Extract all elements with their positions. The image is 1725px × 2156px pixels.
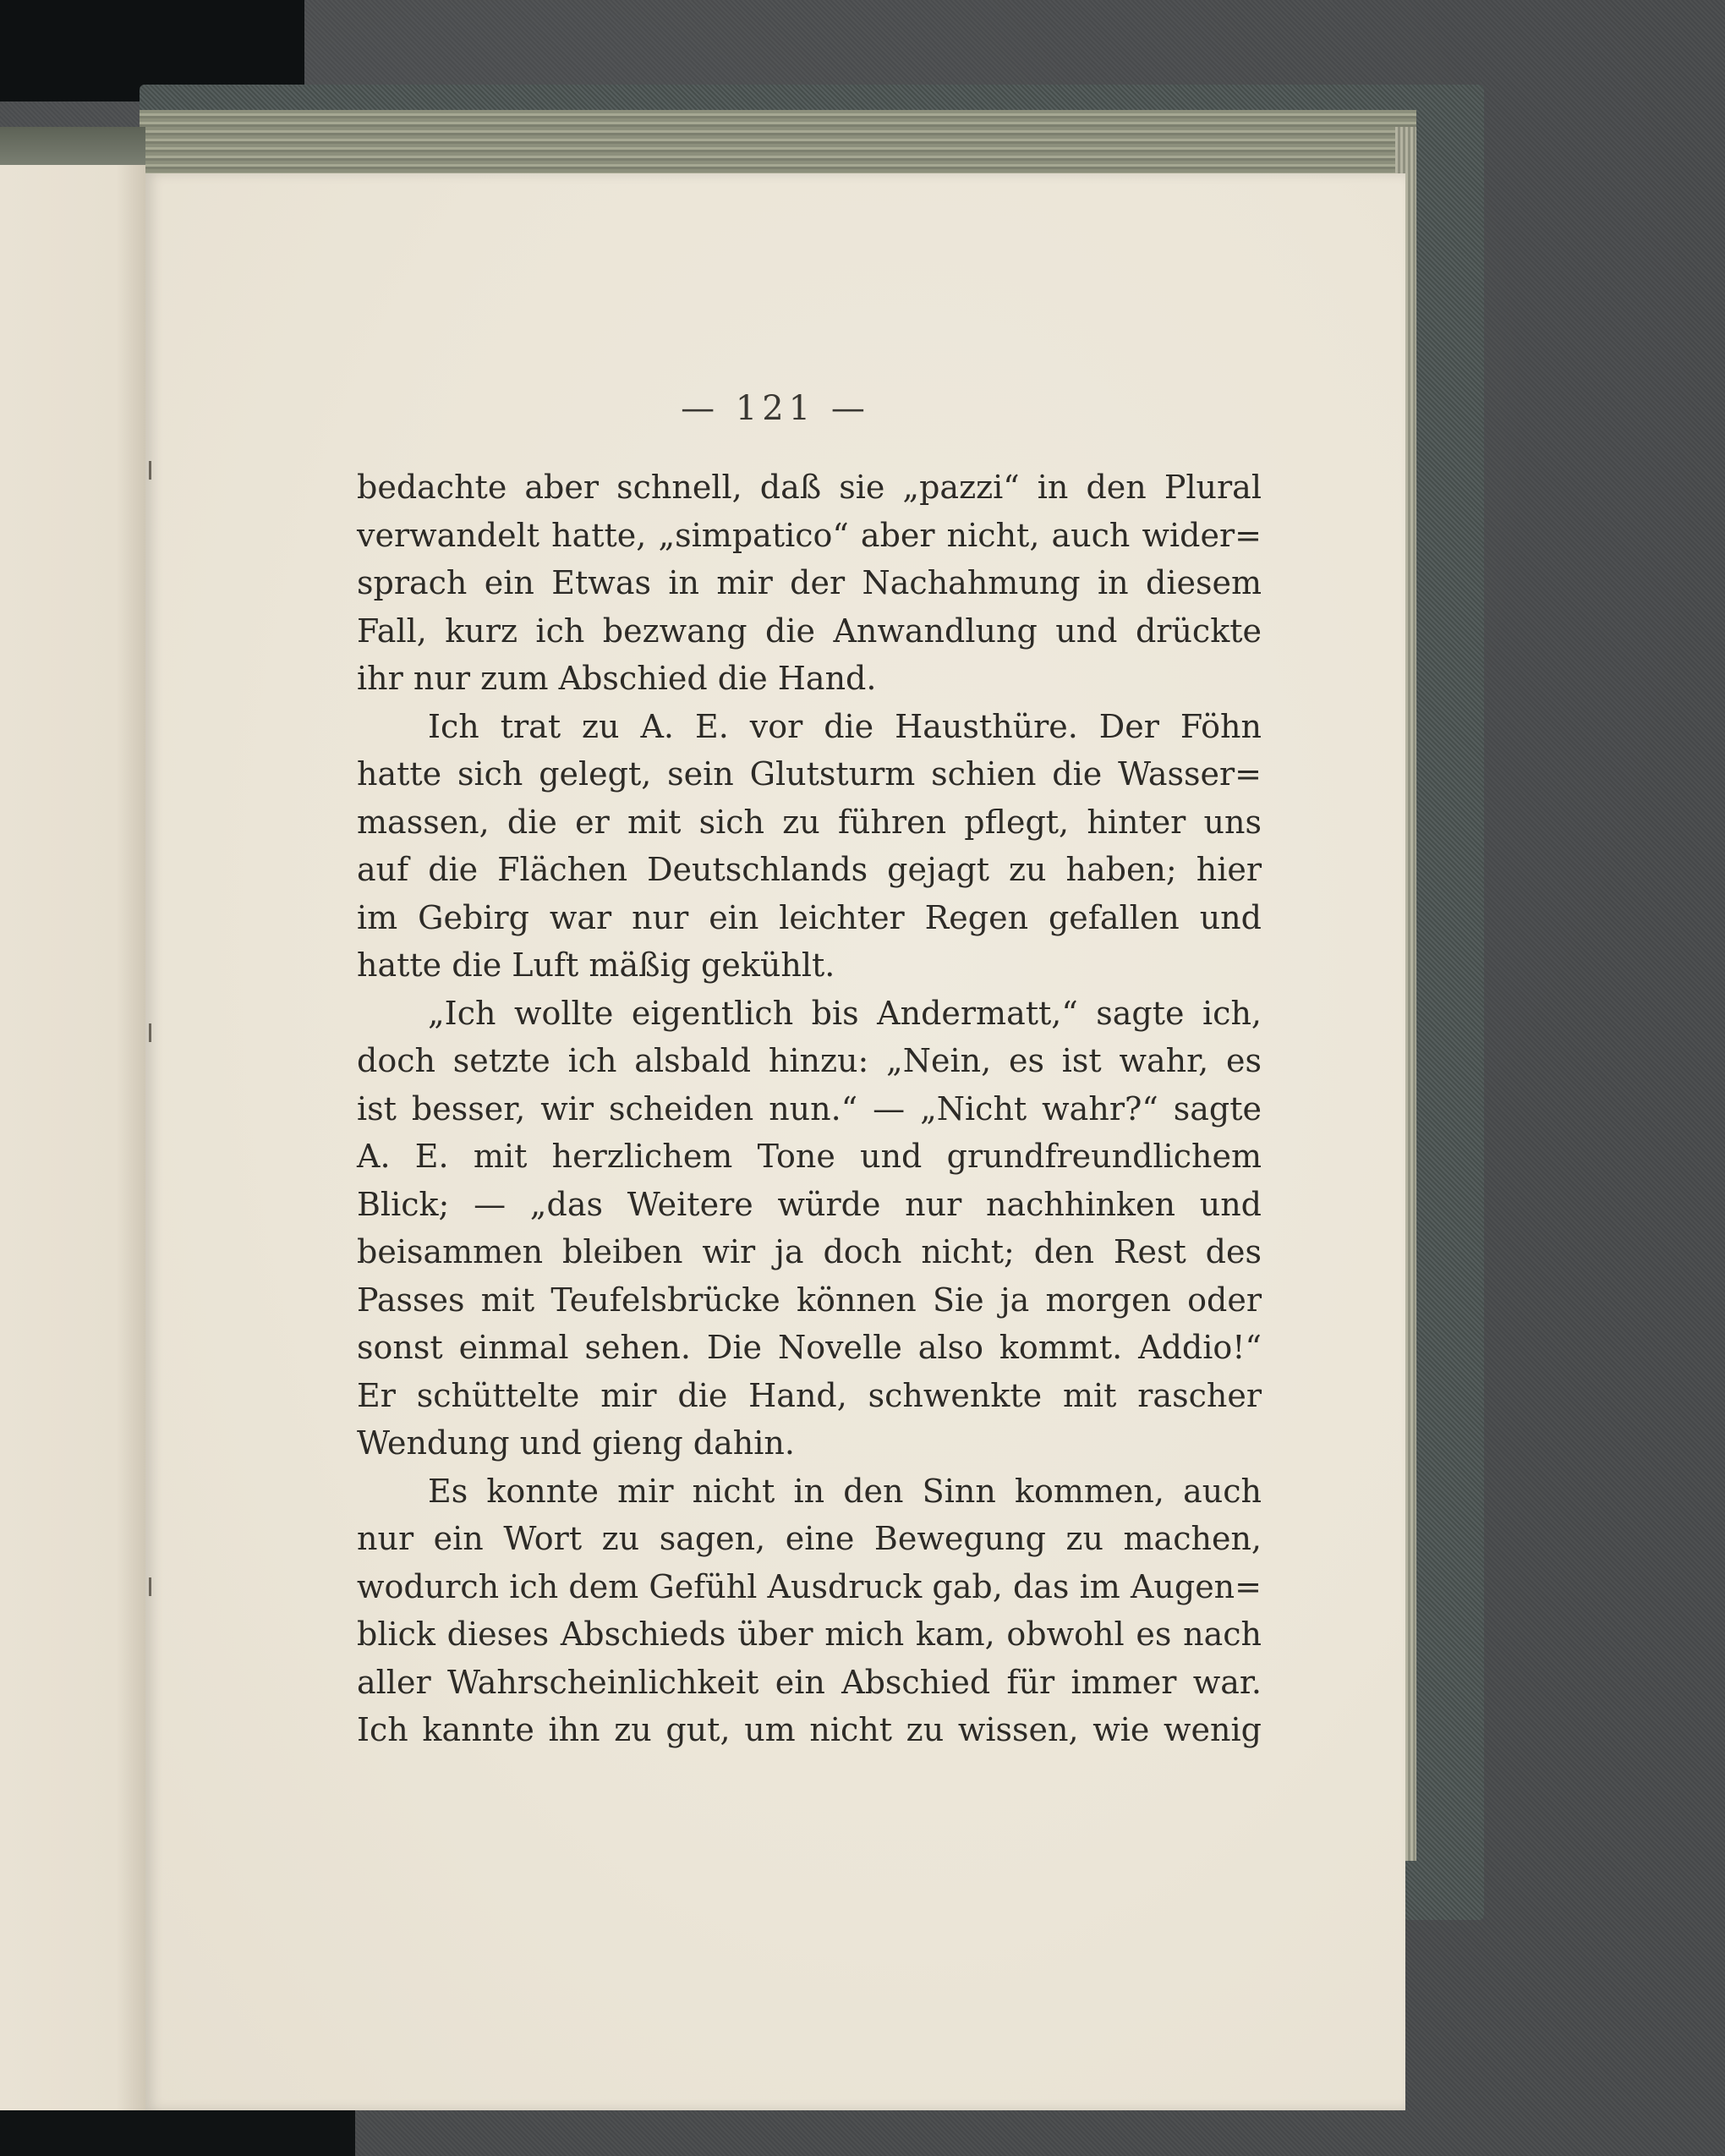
text-line: Passes mit Teufelsbrücke können Sie ja morgen oder xyxy=(357,1281,1262,1319)
margin-mark xyxy=(149,1577,151,1596)
text-line: Ich kannte ihn zu gut, um nicht zu wissen, wie wenig xyxy=(357,1711,1262,1748)
left-page-top-edge xyxy=(0,127,145,169)
text-line: sprach ein Etwas in mir der Nachahmung in diesem xyxy=(357,564,1262,601)
text-line: beisammen bleiben wir ja doch nicht; den Rest des xyxy=(357,1233,1262,1270)
text-line: aller Wahrscheinlichkeit ein Abschied für immer war. xyxy=(357,1663,1262,1701)
text-line: sonst einmal sehen. Die Novelle also kommt. Addio!“ xyxy=(357,1329,1262,1366)
text-line: hatte die Luft mäßig gekühlt. xyxy=(357,946,835,984)
text-line: Wendung und gieng dahin. xyxy=(357,1424,795,1462)
body-text xyxy=(357,464,1262,1754)
text-line: Ich trat zu A. E. vor die Hausthüre. Der Föhn xyxy=(428,707,1262,745)
text-line: Blick; — „das Weitere würde nur nachhinken und xyxy=(357,1185,1262,1223)
text-line: auf die Flächen Deutschlands gejagt zu haben; hier xyxy=(357,851,1262,888)
text-line: hatte sich gelegt, sein Glutsturm schien die Wasser= xyxy=(357,755,1262,793)
text-line: ihr nur zum Abschied die Hand. xyxy=(357,660,877,697)
text-line: wodurch ich dem Gefühl Ausdruck gab, das im Augen= xyxy=(357,1567,1262,1605)
margin-mark xyxy=(149,461,151,480)
text-line: massen, die er mit sich zu führen pflegt, hinter uns xyxy=(357,803,1262,841)
text-line: Fall, kurz ich bezwang die Anwandlung und drückte xyxy=(357,612,1262,650)
text-line: „Ich wollte eigentlich bis Andermatt,“ sagte ich, xyxy=(428,994,1262,1032)
text-line: ist besser, wir scheiden nun.“ — „Nicht wahr?“ sagte xyxy=(357,1089,1262,1127)
text-line: im Gebirg war nur ein leichter Regen gefallen und xyxy=(357,898,1262,936)
text-line: bedachte aber schnell, daß sie „pazzi“ in den Plural xyxy=(357,469,1262,506)
margin-mark xyxy=(149,1023,151,1042)
text-line: nur ein Wort zu sagen, eine Bewegung zu machen, xyxy=(357,1520,1262,1557)
text-line: doch setzte ich alsbald hinzu: „Nein, es ist wahr, es xyxy=(357,1042,1262,1079)
page-number: — 121 — xyxy=(681,389,870,428)
left-page xyxy=(0,165,145,2110)
text-line: Es konnte mir nicht in den Sinn kommen, auch xyxy=(428,1472,1262,1510)
text-line: verwandelt hatte, „simpatico“ aber nicht, auch wider= xyxy=(357,516,1262,554)
page-stack-top-edge xyxy=(140,110,1416,178)
text-line: A. E. mit herzlichem Tone und grundfreundlichem xyxy=(357,1138,1262,1175)
text-line: blick dieses Abschieds über mich kam, obwohl es nach xyxy=(357,1616,1262,1653)
right-page xyxy=(145,173,1405,2110)
text-line: Er schüttelte mir die Hand, schwenkte mit rascher xyxy=(357,1376,1262,1414)
